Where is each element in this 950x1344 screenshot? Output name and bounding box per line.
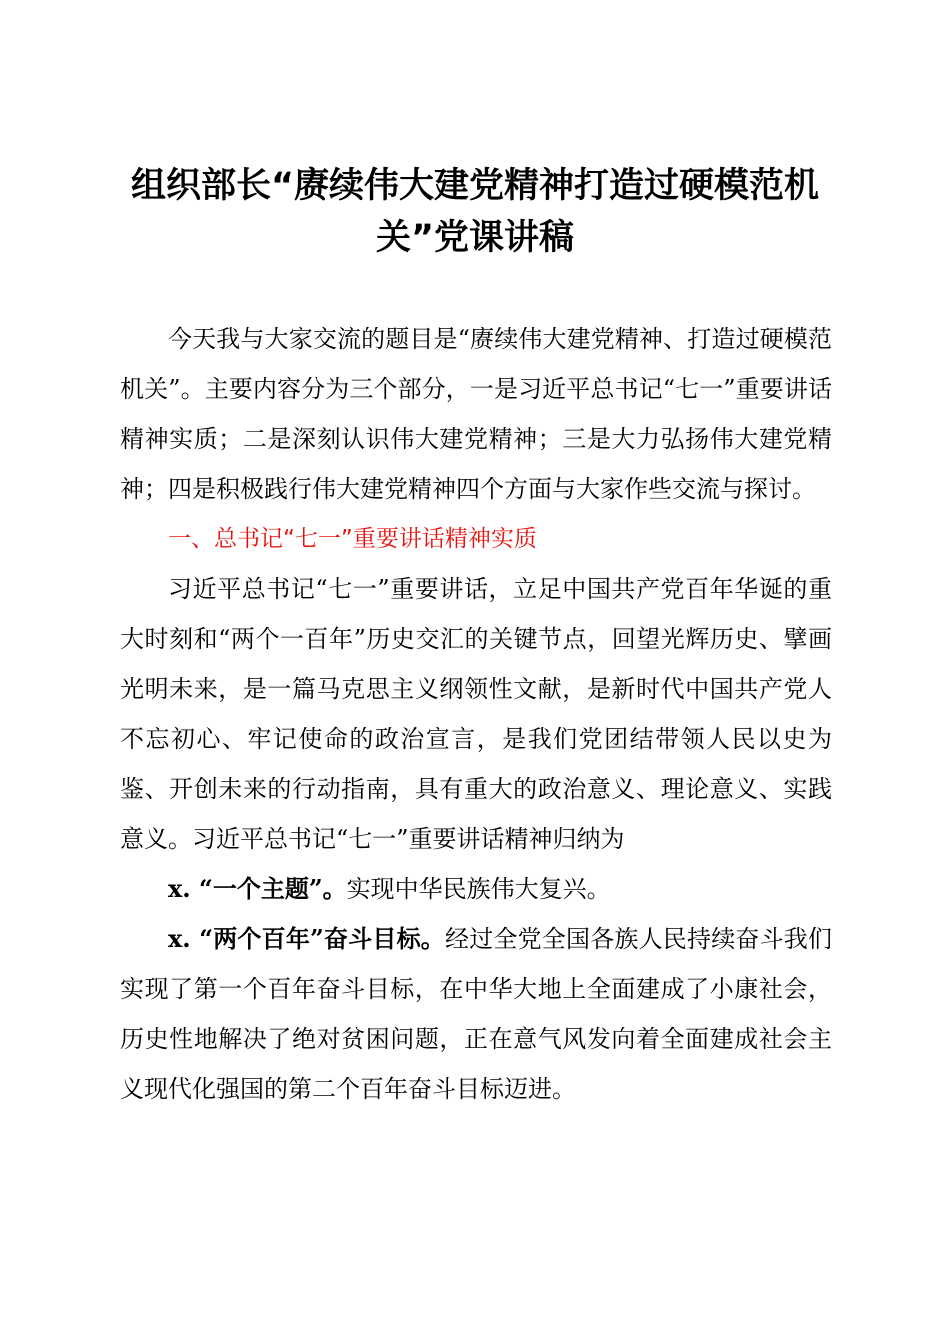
intro-paragraph: 今天我与大家交流的题目是“赓续伟大建党精神、打造过硬模范机关”。主要内容分为三个部分，一是习近平总书记“七一”重要讲话精神实质；二是深刻认识伟大建党精神；三是大力弘扬伟大建党精神；四是积极践行伟大建党精神四个方面与大家作些交流与探讨。 [120,325,832,503]
point-two-lead: x. “两个百年”奋斗目标。 [168,924,446,953]
point-one-paragraph [120,864,832,914]
point-one-lead: x. “一个主题”。 [168,874,347,903]
section-paragraph: 习近平总书记“七一”重要讲话，立足中国共产党百年华诞的重大时刻和“两个一百年”历史交汇的关键节点，回望光辉历史、擘画光明未来，是一篇马克思主义纲领性文献，是新时代中国共产党人不忘初心、牢记使命的政治宣言，是我们党团结带领人民以史为鉴、开创未来的行动指南，具有重大的政治意义、理论意义、实践意义。习近平总书记“七一”重要讲话精神归纳为 [120,575,832,853]
section-heading: 一、总书记“七一”重要讲话精神实质 [168,526,537,552]
point-two-text: 经过全党全国各族人民持续奋斗我们实现了第一个百年奋斗目标，在中华大地上全面建成了小康社会，历史性地解决了绝对贫困问题，正在意气风发向着全面建成社会主义现代化强国的第二个百年奋斗目标迈进。 [120,925,832,1103]
document-title: 组织部长“赓续伟大建党精神打造过硬模范机关”党课讲稿 [130,166,819,258]
point-one-text: 实现中华民族伟大复兴。 [346,875,611,903]
document-body [120,314,832,1114]
point-two-paragraph [120,914,832,1114]
